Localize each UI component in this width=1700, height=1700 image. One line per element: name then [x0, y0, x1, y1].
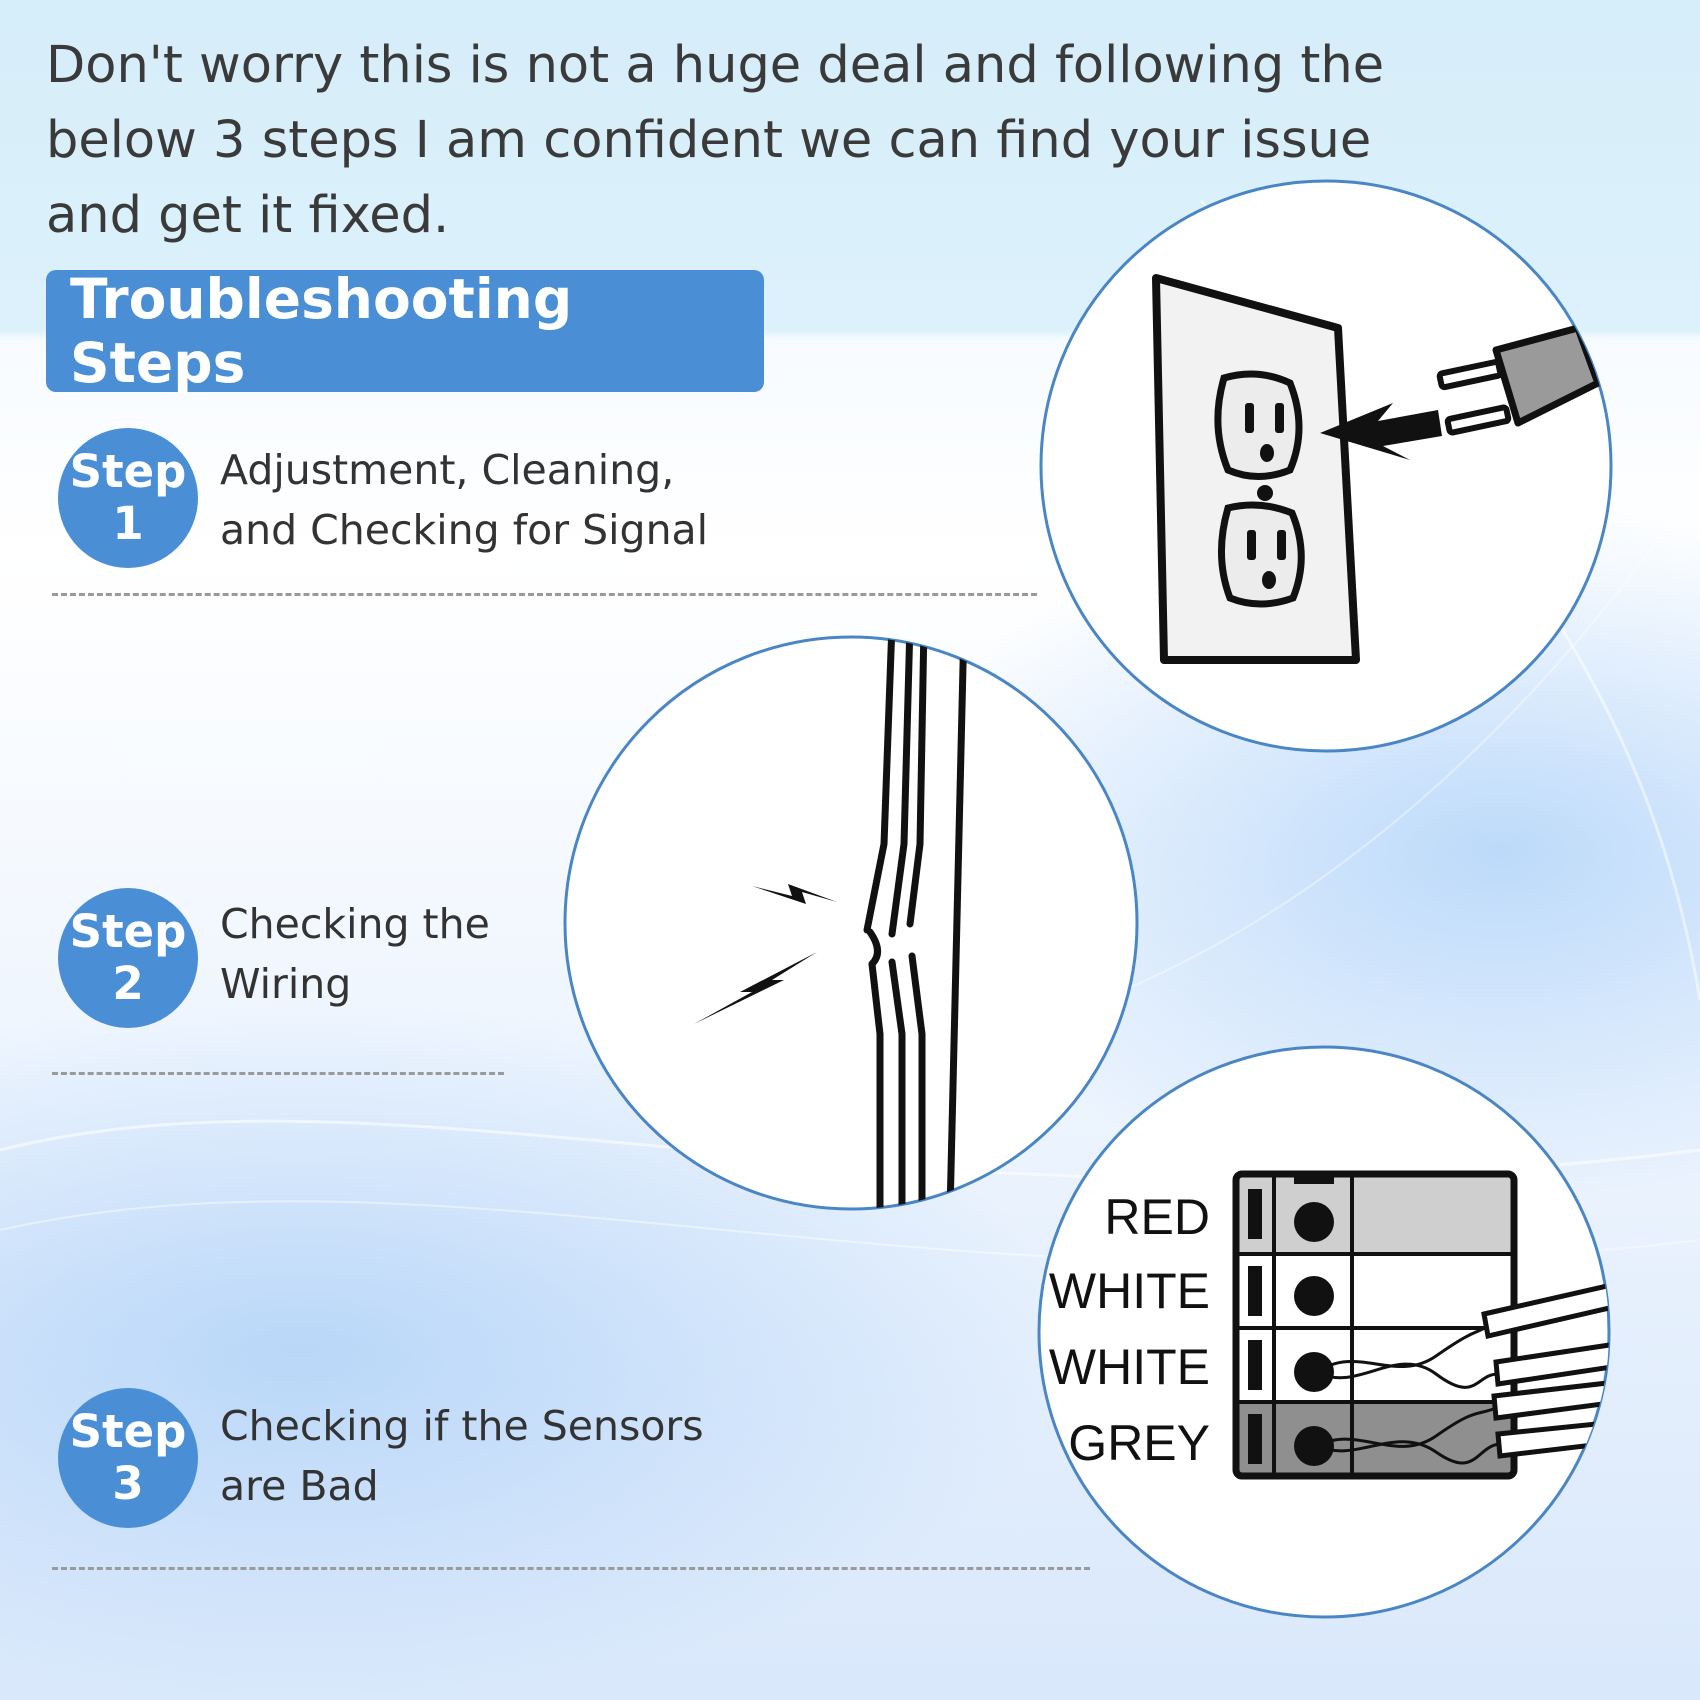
- step-3-badge: [58, 1388, 198, 1528]
- step-1-label: [220, 440, 708, 560]
- section-title-badge: [46, 267, 764, 395]
- step-2-number: 2: [112, 957, 144, 1010]
- step-2-word: Step: [69, 905, 187, 958]
- terminal-illustration: [1036, 1044, 1612, 1620]
- step-2-line2: Wiring: [220, 960, 352, 1008]
- step-3-label: [220, 1396, 704, 1516]
- intro-text: Don't worry this is not a huge deal and following the below 3 steps I am confident we can find your issue and get it fixed.: [46, 36, 1385, 245]
- terminal-block-icon: [1036, 1044, 1612, 1620]
- terminal-label-grey: GREY: [1068, 1415, 1210, 1471]
- terminal-label-white-2: WHITE: [1048, 1339, 1210, 1395]
- step-3-number: 3: [112, 1457, 144, 1510]
- step-1-line2: and Checking for Signal: [220, 506, 709, 554]
- terminal-label-white-1: WHITE: [1048, 1263, 1210, 1319]
- step-1-divider: [52, 593, 1037, 596]
- step-1-word: Step: [69, 445, 187, 498]
- terminal-label-red: RED: [1104, 1189, 1210, 1245]
- step-3-line2: are Bad: [220, 1462, 379, 1510]
- step-3-divider: [52, 1567, 1090, 1570]
- step-1-number: 1: [112, 497, 144, 550]
- step-3-line1: Checking if the Sensors: [220, 1402, 704, 1450]
- step-3-word: Step: [69, 1405, 187, 1458]
- step-1-badge: [58, 428, 198, 568]
- step-1-line1: Adjustment, Cleaning,: [220, 446, 675, 494]
- step-2-badge: [58, 888, 198, 1028]
- step-2-divider: [52, 1072, 504, 1075]
- step-2-line1: Checking the: [220, 900, 490, 948]
- step-2-label: [220, 894, 490, 1014]
- section-title: Troubleshooting Steps: [70, 267, 573, 395]
